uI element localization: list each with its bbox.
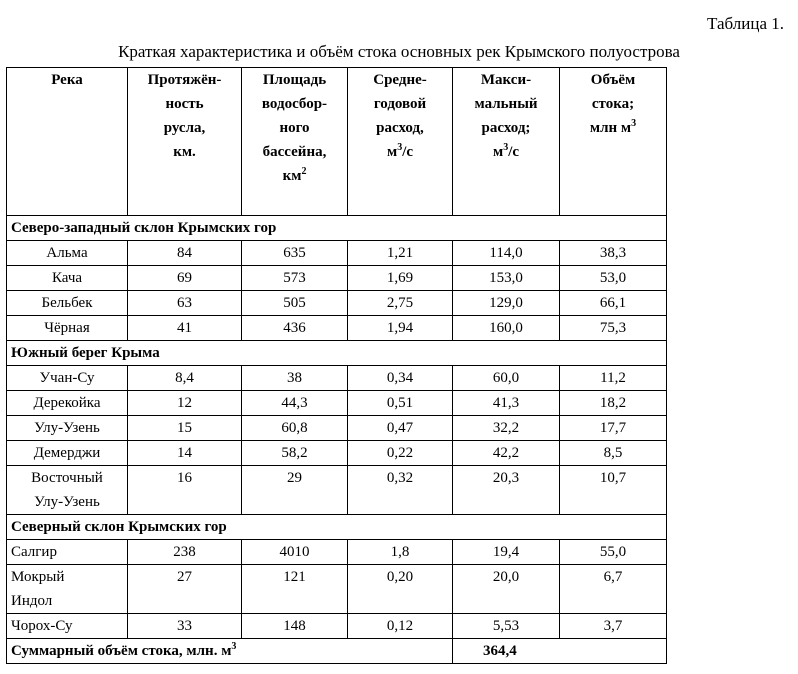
header-length: Протяжён- ность русла, км. bbox=[128, 68, 242, 216]
avg-flow-cell: 1,69 bbox=[348, 266, 453, 291]
volume-cell: 17,7 bbox=[560, 416, 667, 441]
table-row bbox=[7, 266, 667, 291]
header-area: Площадь водосбор- ного бассейна, $км^2$ bbox=[242, 68, 348, 216]
area-cell: 4010 bbox=[242, 540, 348, 565]
table-row bbox=[7, 540, 667, 565]
rivers-table bbox=[6, 67, 667, 664]
volume-cell: 75,3 bbox=[560, 316, 667, 341]
area-cell: 148 bbox=[242, 614, 348, 639]
area-cell: 505 bbox=[242, 291, 348, 316]
length-cell: 63 bbox=[128, 291, 242, 316]
max-flow-cell: 19,4 bbox=[453, 540, 560, 565]
length-cell: 15 bbox=[128, 416, 242, 441]
river-name: Дерекойка bbox=[7, 391, 128, 416]
area-cell: 38 bbox=[242, 366, 348, 391]
max-flow-cell: 5,53 bbox=[453, 614, 560, 639]
avg-flow-cell: 0,34 bbox=[348, 366, 453, 391]
volume-cell: 11,2 bbox=[560, 366, 667, 391]
max-flow-cell: 129,0 bbox=[453, 291, 560, 316]
table-number: Таблица 1. bbox=[707, 14, 784, 33]
total-value: 364,4 bbox=[453, 639, 667, 664]
river-name: Чёрная bbox=[7, 316, 128, 341]
length-cell: 238 bbox=[128, 540, 242, 565]
max-flow-cell: 160,0 bbox=[453, 316, 560, 341]
length-cell: 41 bbox=[128, 316, 242, 341]
river-name: Альма bbox=[7, 241, 128, 266]
length-cell: 14 bbox=[128, 441, 242, 466]
river-name: Бельбек bbox=[7, 291, 128, 316]
volume-cell: 66,1 bbox=[560, 291, 667, 316]
river-name: Кача bbox=[7, 266, 128, 291]
volume-cell: 8,5 bbox=[560, 441, 667, 466]
header-avg-flow: Средне- годовой расход, $м^3/с$ bbox=[348, 68, 453, 216]
header-max-flow: Макси- мальный расход; $м^3/с$ bbox=[453, 68, 560, 216]
river-name: Салгир bbox=[7, 540, 128, 565]
section-row bbox=[7, 341, 667, 366]
volume-cell: 18,2 bbox=[560, 391, 667, 416]
max-flow-cell: 41,3 bbox=[453, 391, 560, 416]
area-cell: 44,3 bbox=[242, 391, 348, 416]
length-cell: 8,4 bbox=[128, 366, 242, 391]
table-row bbox=[7, 614, 667, 639]
max-flow-cell: 42,2 bbox=[453, 441, 560, 466]
length-cell: 12 bbox=[128, 391, 242, 416]
max-flow-cell: 60,0 bbox=[453, 366, 560, 391]
max-flow-cell: 153,0 bbox=[453, 266, 560, 291]
max-flow-cell: 114,0 bbox=[453, 241, 560, 266]
area-cell: 436 bbox=[242, 316, 348, 341]
length-cell: 84 bbox=[128, 241, 242, 266]
table-row bbox=[7, 316, 667, 341]
river-name: Чорох-Су bbox=[7, 614, 128, 639]
section-title: Северо-западный склон Крымских гор bbox=[7, 216, 667, 241]
avg-flow-cell: 1,21 bbox=[348, 241, 453, 266]
volume-cell: 38,3 bbox=[560, 241, 667, 266]
area-cell: 60,8 bbox=[242, 416, 348, 441]
river-name: Учан-Су bbox=[7, 366, 128, 391]
section-row bbox=[7, 515, 667, 540]
length-cell: 16 bbox=[128, 466, 242, 515]
river-name: Мокрый Индол bbox=[7, 565, 128, 614]
section-row bbox=[7, 216, 667, 241]
length-cell: 33 bbox=[128, 614, 242, 639]
area-cell: 635 bbox=[242, 241, 348, 266]
avg-flow-cell: 1,94 bbox=[348, 316, 453, 341]
table-row bbox=[7, 241, 667, 266]
area-cell: 29 bbox=[242, 466, 348, 515]
table-row bbox=[7, 291, 667, 316]
avg-flow-cell: 2,75 bbox=[348, 291, 453, 316]
total-row bbox=[7, 639, 667, 664]
max-flow-cell: 32,2 bbox=[453, 416, 560, 441]
table-row bbox=[7, 441, 667, 466]
table-row bbox=[7, 565, 667, 614]
header-river: Река bbox=[7, 68, 128, 216]
volume-cell: 3,7 bbox=[560, 614, 667, 639]
volume-cell: 10,7 bbox=[560, 466, 667, 515]
area-cell: 573 bbox=[242, 266, 348, 291]
river-name: Демерджи bbox=[7, 441, 128, 466]
avg-flow-cell: 0,12 bbox=[348, 614, 453, 639]
section-title: Южный берег Крыма bbox=[7, 341, 667, 366]
volume-cell: 55,0 bbox=[560, 540, 667, 565]
avg-flow-cell: 0,20 bbox=[348, 565, 453, 614]
area-cell: 58,2 bbox=[242, 441, 348, 466]
table-row bbox=[7, 366, 667, 391]
river-name: Восточный Улу-Узень bbox=[7, 466, 128, 515]
section-title: Северный склон Крымских гор bbox=[7, 515, 667, 540]
volume-cell: 6,7 bbox=[560, 565, 667, 614]
max-flow-cell: 20,0 bbox=[453, 565, 560, 614]
length-cell: 69 bbox=[128, 266, 242, 291]
length-cell: 27 bbox=[128, 565, 242, 614]
avg-flow-cell: 0,32 bbox=[348, 466, 453, 515]
total-label: Суммарный объём стока, млн. $м^3$ bbox=[7, 639, 453, 664]
table-row bbox=[7, 466, 667, 515]
table-row bbox=[7, 416, 667, 441]
table-row bbox=[7, 391, 667, 416]
header-row bbox=[7, 68, 667, 216]
avg-flow-cell: 0,51 bbox=[348, 391, 453, 416]
table-caption: Краткая характеристика и объём стока основных рек Крымского полуострова bbox=[118, 42, 680, 61]
avg-flow-cell: 0,47 bbox=[348, 416, 453, 441]
header-volume: Объём стока; млн $м^3$ bbox=[560, 68, 667, 216]
volume-cell: 53,0 bbox=[560, 266, 667, 291]
avg-flow-cell: 0,22 bbox=[348, 441, 453, 466]
river-name: Улу-Узень bbox=[7, 416, 128, 441]
avg-flow-cell: 1,8 bbox=[348, 540, 453, 565]
area-cell: 121 bbox=[242, 565, 348, 614]
max-flow-cell: 20,3 bbox=[453, 466, 560, 515]
